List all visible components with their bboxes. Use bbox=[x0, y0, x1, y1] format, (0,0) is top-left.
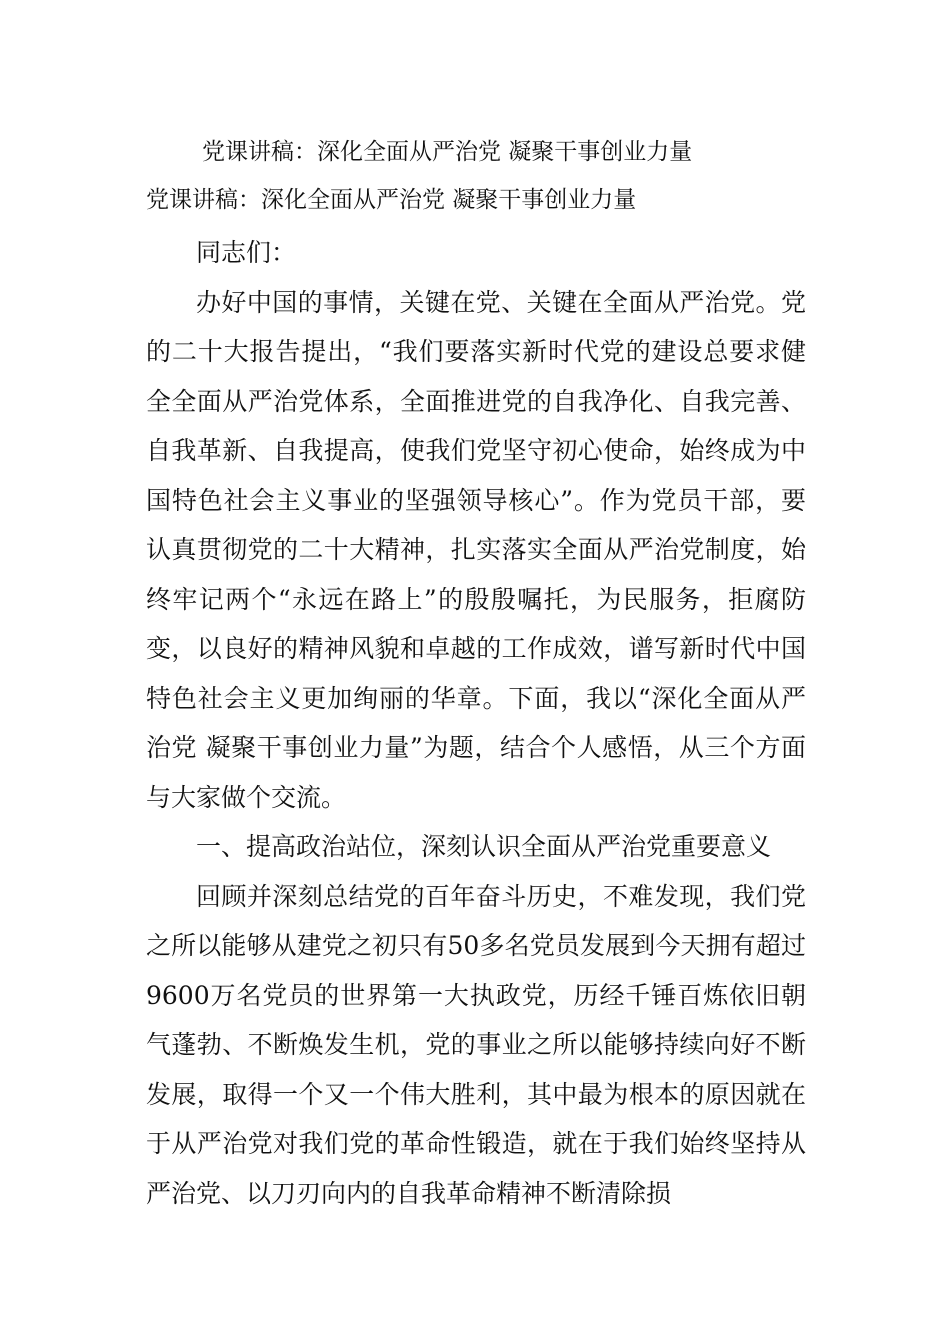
paragraph-intro: 办好中国的事情，关键在党、关键在全面从严治党。党的二十大报告提出，“我们要落实新时代党的建设总要求健全全面从严治党体系，全面推进党的自我净化、自我完善、自我革新、自我提高，使我们党坚守初心使命，始终成为中国特色社会主义事业的坚强领导核心”。作为党员干部，要认真贯彻党的二十大精神，扎实落实全面从严治党制度，始终牢记两个“永远在路上”的殷殷嘱托，为民服务，拒腐防变，以良好的精神风貌和卓越的工作成效，谱写新时代中国特色社会主义更加绚丽的华章。下面，我以“深化全面从严治党 凝聚干事创业力量”为题，结合个人感悟，从三个方面与大家做个交流。 bbox=[146, 287, 806, 812]
salutation: 同志们： bbox=[196, 238, 297, 267]
section-heading-1: 一、提高政治站位，深刻认识全面从严治党重要意义 bbox=[196, 832, 772, 861]
paragraph-section-1: 回顾并深刻总结党的百年奋斗历史，不难发现，我们党之所以能够从建党之初只有50多名党员发展到今天拥有超过9600万名党员的世界第一大执政党，历经千锤百炼依旧朝气蓬勃、不断焕发生机，党的事业之所以能够持续向好不断发展，取得一个又一个伟大胜利，其中最为根本的原因就在于从严治党对我们党的革命性锻造，就在于我们始终坚持从严治党、以刀刃向内的自我革命精神不断清除损 bbox=[146, 881, 806, 1208]
document-title-centered: 党课讲稿：深化全面从严治党 凝聚干事创业力量 bbox=[202, 139, 693, 165]
document-body bbox=[146, 228, 806, 1218]
document-title: 党课讲稿：深化全面从严治党 凝聚干事创业力量 bbox=[146, 187, 637, 213]
